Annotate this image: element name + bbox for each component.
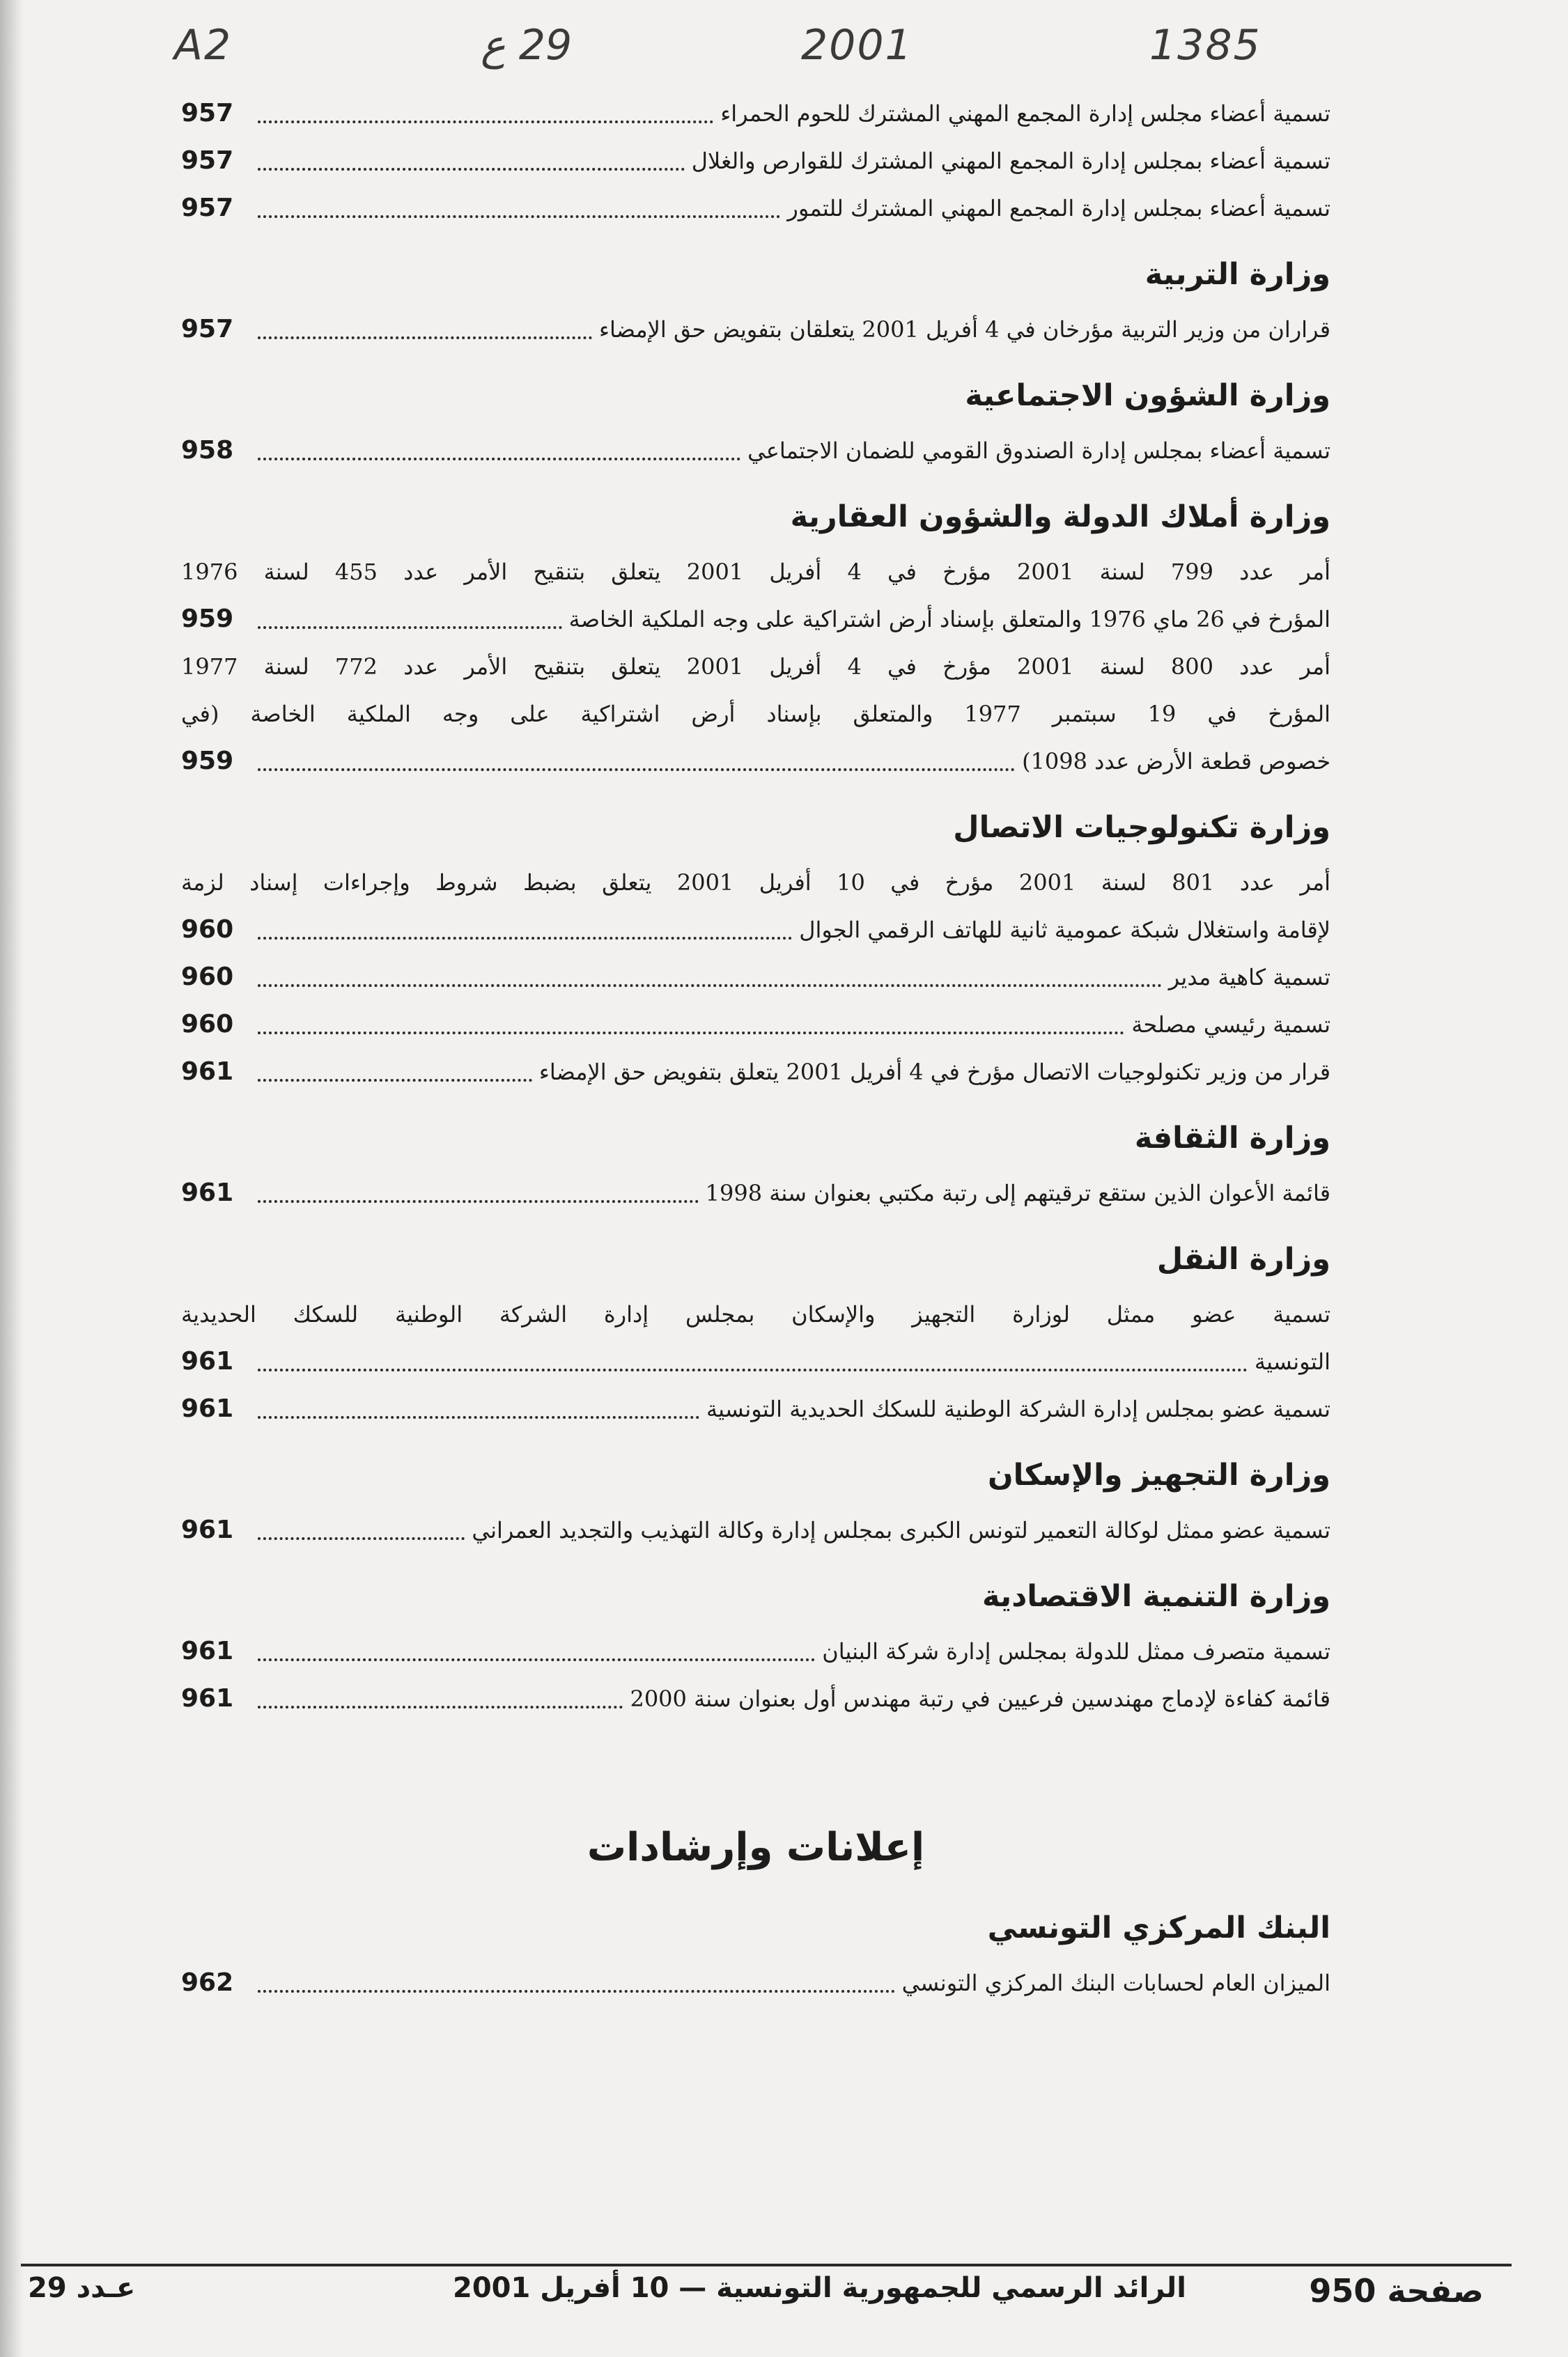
- entry-text-line: أمر عدد 800 لسنة 2001 مؤرخ في 4 أفريل 2001 يتعلق بتنقيح الأمر عدد 772 لسنة 1977: [181, 653, 1331, 680]
- page-number: صفحة 950: [1309, 2272, 1484, 2310]
- entry-text: لإقامة واستغلال شبكة عمومية ثانية للهاتف الرقمي الجوال: [799, 917, 1330, 943]
- entry-text: تسمية متصرف ممثل للدولة بمجلس إدارة شركة البنيان: [822, 1638, 1330, 1665]
- entry-page-number: 961: [181, 1394, 234, 1423]
- entry-page-number: 961: [181, 1684, 234, 1713]
- entry-text: قراران من وزير التربية مؤرخان في 4 أفريل 2001 يتعلقان بتفويض حق الإمضاء: [598, 316, 1330, 343]
- entry-page-number: 959: [181, 747, 234, 775]
- entry-page-number: 960: [181, 963, 234, 991]
- entry-text: تسمية عضو ممثل لوكالة التعمير لتونس الكبرى بمجلس إدارة وكالة التهذيب والتجديد العمراني: [472, 1517, 1330, 1543]
- announcements-heading: إعلانات وإرشادات: [587, 1825, 925, 1870]
- dot-leader: [258, 626, 562, 629]
- dot-leader: [258, 1658, 815, 1661]
- toc-sections: [181, 80, 1330, 1722]
- toc-entry: [181, 90, 1330, 137]
- toc-entry: [181, 1385, 1330, 1433]
- toc-entry: [181, 1628, 1330, 1675]
- section-title: وزارة التربية: [1144, 257, 1330, 292]
- toc-entry: [181, 954, 1330, 1001]
- section-title: وزارة التجهيز والإسكان: [987, 1458, 1330, 1493]
- toc-entry: [181, 1169, 1330, 1217]
- dot-leader: [258, 120, 713, 123]
- section-title: وزارة تكنولوجيات الاتصال: [953, 810, 1330, 845]
- entry-page-number: 958: [181, 436, 234, 465]
- dot-leader: [258, 336, 592, 339]
- entry-text: قائمة الأعوان الذين ستقع ترقيتهم إلى رتبة مكتبي بعنوان سنة 1998: [705, 1180, 1330, 1206]
- entry-page-number: 961: [181, 1637, 234, 1665]
- entry-last-line: [181, 906, 1330, 954]
- handwritten-note-a: A2: [174, 21, 233, 70]
- dot-leader: [258, 1200, 699, 1203]
- dot-leader: [258, 1416, 699, 1419]
- entry-last-line: [181, 1338, 1330, 1385]
- entry-text: التونسية: [1254, 1348, 1330, 1375]
- section-title: وزارة النقل: [1156, 1242, 1330, 1277]
- dot-leader: [258, 937, 792, 940]
- entry-text: تسمية رئيسي مصلحة: [1131, 1011, 1330, 1038]
- entry-text-line: أمر عدد 801 لسنة 2001 مؤرخ في 10 أفريل 2001 يتعلق بضبط شروط وإجراءات إسناد لزمة: [181, 869, 1331, 896]
- entry-page-number: 957: [181, 99, 234, 127]
- entry-page-number: 957: [181, 315, 234, 343]
- entry-page-number: 961: [181, 1516, 234, 1544]
- dot-leader: [258, 1032, 1124, 1034]
- entry-text: خصوص قطعة الأرض عدد 1098): [1022, 748, 1330, 775]
- toc-entry: [181, 548, 1330, 643]
- entry-text: الميزان العام لحسابات البنك المركزي التونسي: [901, 1970, 1330, 1996]
- page-footer: [21, 2272, 1512, 2321]
- dot-leader: [258, 1369, 1248, 1371]
- handwritten-note-b: 29 ع: [481, 21, 573, 70]
- dot-leader: [258, 1079, 532, 1082]
- entry-text-line: أمر عدد 799 لسنة 2001 مؤرخ في 4 أفريل 2001 يتعلق بتنقيح الأمر عدد 455 لسنة 1976: [181, 559, 1331, 585]
- entry-text: تسمية أعضاء بمجلس إدارة المجمع المهني المشترك للتمور: [787, 195, 1330, 221]
- entry-text: تسمية أعضاء بمجلس إدارة المجمع المهني المشترك للقوارص والغلال: [691, 148, 1330, 174]
- entry-page-number: 959: [181, 605, 234, 633]
- entry-text-line: تسمية عضو ممثل لوزارة التجهيز والإسكان بمجلس إدارة الشركة الوطنية للسكك الحديدية: [181, 1301, 1330, 1328]
- dot-leader: [258, 215, 780, 218]
- footer-rule: [21, 2264, 1512, 2266]
- entry-page-number: 960: [181, 915, 234, 944]
- handwritten-note-c: 2001: [801, 21, 913, 70]
- entry-page-number: 960: [181, 1010, 234, 1039]
- section-title: وزارة أملاك الدولة والشؤون العقارية: [790, 499, 1330, 534]
- toc-entry: [181, 306, 1330, 353]
- entry-last-line: [181, 596, 1330, 643]
- dot-leader: [258, 168, 685, 171]
- section-title: وزارة الثقافة: [1134, 1121, 1330, 1156]
- entry-text-line: المؤرخ في 19 سبتمبر 1977 والمتعلق بإسناد أرض اشتراكية على وجه الملكية الخاصة (في: [181, 701, 1331, 727]
- toc-entry: [181, 137, 1330, 185]
- dot-leader: [258, 1990, 895, 1993]
- dot-leader: [258, 458, 740, 460]
- entry-text: المؤرخ في 26 ماي 1976 والمتعلق بإسناد أرض اشتراكية على وجه الملكية الخاصة: [568, 606, 1330, 632]
- entry-page-number: 957: [181, 194, 234, 222]
- toc-entry: [181, 185, 1330, 232]
- table-of-contents: [181, 80, 1330, 2007]
- toc-entry: [181, 427, 1330, 474]
- dot-leader: [258, 1706, 623, 1709]
- section-title: وزارة التنمية الاقتصادية: [981, 1579, 1330, 1614]
- entry-page-number: 961: [181, 1178, 234, 1207]
- toc-entry: [181, 1675, 1330, 1722]
- entry-text: قائمة كفاءة لإدماج مهندسين فرعيين في رتبة مهندس أول بعنوان سنة 2000: [630, 1686, 1330, 1712]
- entry-page-number: 957: [181, 146, 234, 175]
- entry-text: تسمية كاهية مدير: [1168, 964, 1330, 990]
- entry-text: تسمية عضو بمجلس إدارة الشركة الوطنية للسكك الحديدية التونسية: [706, 1396, 1330, 1422]
- entry-text: تسمية أعضاء بمجلس إدارة الصندوق القومي للضمان الاجتماعي: [747, 437, 1330, 464]
- toc-entry: [181, 643, 1330, 785]
- gazette-title: الرائد الرسمي للجمهورية التونسية — 10 أفريل 2001: [453, 2272, 1186, 2304]
- toc-entry: [181, 1048, 1330, 1096]
- entry-page-number: 961: [181, 1057, 234, 1086]
- announcements-sections: [181, 1904, 1330, 2007]
- entry-last-line: [181, 738, 1330, 785]
- entry-page-number: 962: [181, 1968, 234, 1997]
- issue-number: عـدد 29: [28, 2272, 136, 2304]
- section-title: وزارة الشؤون الاجتماعية: [965, 378, 1330, 413]
- section-title: البنك المركزي التونسي: [987, 1911, 1330, 1945]
- entry-page-number: 961: [181, 1347, 234, 1376]
- dot-leader: [258, 1537, 465, 1540]
- entry-text: قرار من وزير تكنولوجيات الاتصال مؤرخ في 4 أفريل 2001 يتعلق بتفويض حق الإمضاء: [538, 1059, 1330, 1085]
- toc-entry: [181, 1507, 1330, 1554]
- toc-entry: [181, 1001, 1330, 1048]
- dot-leader: [258, 768, 1015, 771]
- toc-entry: [181, 859, 1330, 954]
- dot-leader: [258, 984, 1162, 987]
- toc-entry: [181, 1959, 1330, 2007]
- scan-edge: [0, 0, 24, 2357]
- handwritten-note-d: 1385: [1149, 21, 1262, 70]
- spacer: [181, 80, 1330, 90]
- entry-text: تسمية أعضاء مجلس إدارة المجمع المهني المشترك للحوم الحمراء: [720, 100, 1330, 127]
- toc-entry: [181, 1291, 1330, 1385]
